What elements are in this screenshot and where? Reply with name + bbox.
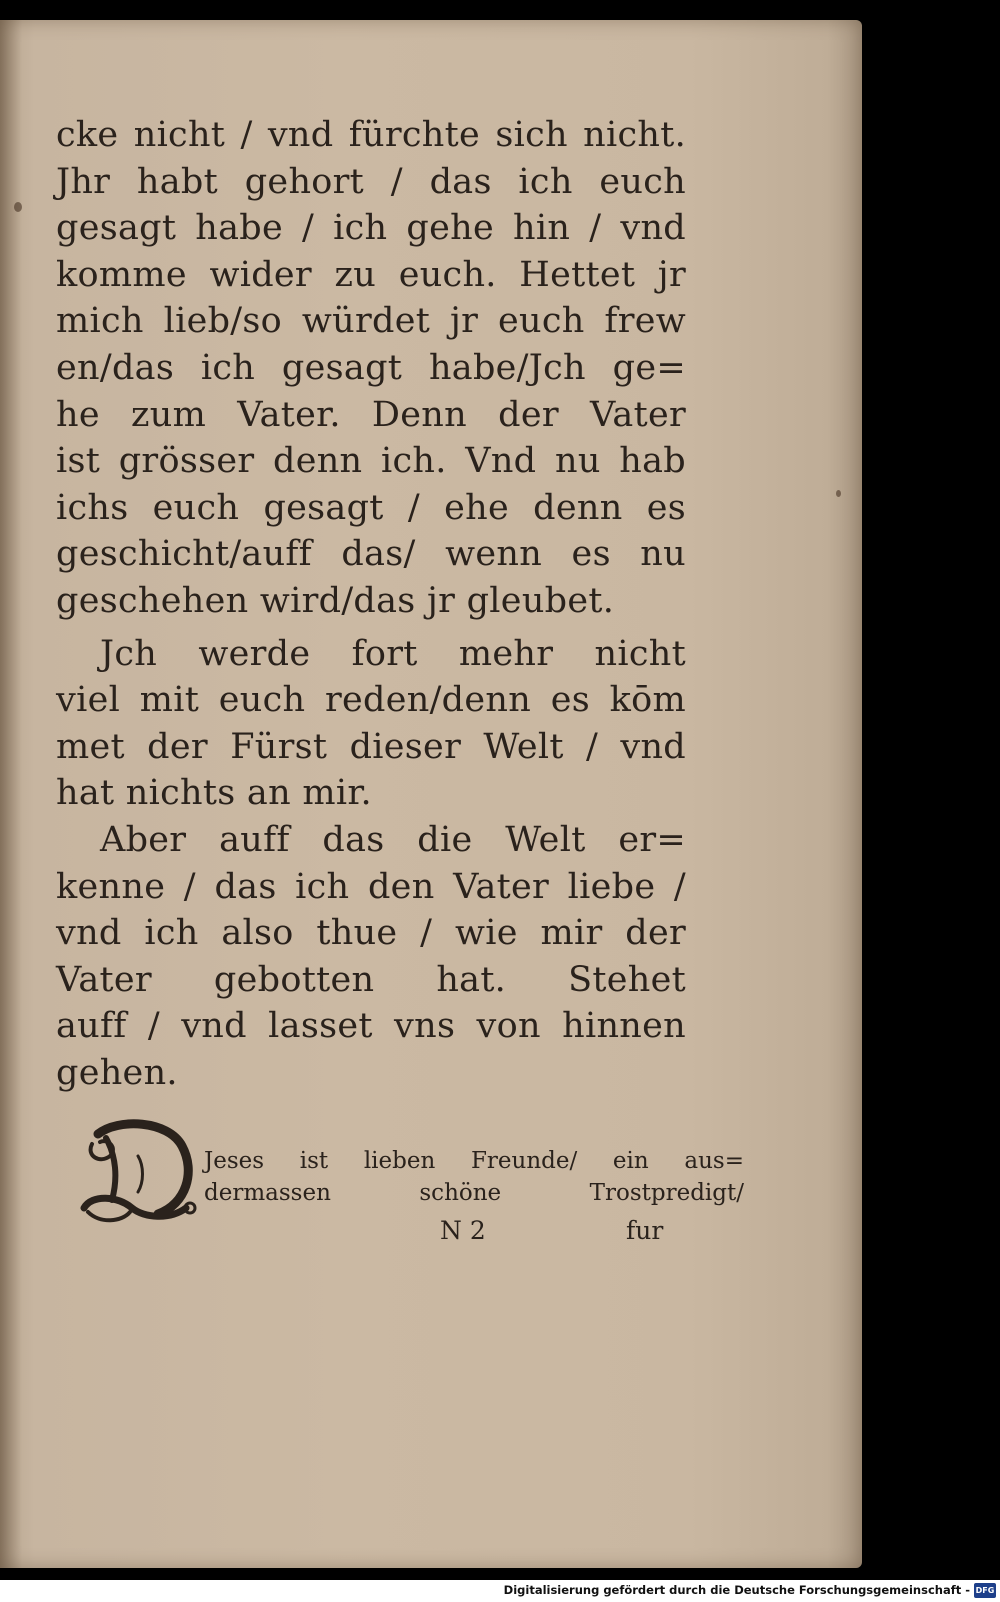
- text-line: Aber auff das die Welt er=: [100, 819, 686, 860]
- paper-spot: [14, 202, 22, 212]
- footer-credit: Digitalisierung gefördert durch die Deutsche Forschungsgemeinschaft -: [503, 1583, 970, 1597]
- text-line: gehen.: [56, 1052, 178, 1093]
- text-line: he zum Vater. Denn der Vater: [56, 394, 686, 435]
- text-line: cke nicht / vnd fürchte sich nicht.: [56, 115, 686, 155]
- text-line: viel mit euch reden/denn es kōm: [56, 680, 686, 721]
- dfg-logo: DFG: [974, 1583, 996, 1598]
- initial-text-line: dermassen schöne Trostpredigt/: [204, 1180, 744, 1206]
- text-line: auff / vnd lasset vns von hinnen: [56, 1006, 686, 1047]
- text-line: komme wider zu euch. Hettet jr: [56, 254, 686, 295]
- footer-bar: [0, 1580, 1000, 1602]
- text-line: ist grösser denn ich. Vnd nu hab: [56, 441, 686, 482]
- text-line: Vater gebotten hat. Stehet: [56, 959, 686, 1000]
- text-line: en/das ich gesagt habe/Jch ge=: [56, 347, 686, 388]
- page-gutter-shade: [0, 20, 22, 1568]
- text-line: vnd ich also thue / wie mir der: [56, 913, 686, 954]
- text-line: Jch werde fort mehr nicht: [100, 633, 686, 674]
- text-line: met der Fürst dieser Welt / vnd: [56, 726, 686, 767]
- signature-mark: N 2: [440, 1216, 486, 1245]
- text-line: hat nichts an mir.: [56, 773, 372, 814]
- text-line: gesagt habe / ich gehe hin / vnd: [56, 208, 686, 249]
- text-line: Jhr habt gehort / das ich euch: [56, 161, 686, 202]
- decorated-initial-d: [78, 1116, 198, 1228]
- text-line: mich lieb/so würdet jr euch frew: [56, 301, 686, 342]
- text-line: geschehen wird/das jr gleubet.: [56, 580, 615, 621]
- text-line: kenne / das ich den Vater liebe /: [56, 866, 686, 907]
- text-line: geschicht/auff das/ wenn es nu: [56, 534, 686, 575]
- initial-text-line: Jeses ist lieben Freunde/ ein aus=: [204, 1148, 744, 1174]
- decorated-initial-block: [64, 1116, 744, 1236]
- book-page: [0, 20, 862, 1568]
- text-line: ichs euch gesagt / ehe denn es: [56, 487, 686, 528]
- catchword: fur: [626, 1216, 664, 1245]
- page-text: [56, 112, 686, 1096]
- paper-spot: [836, 490, 841, 497]
